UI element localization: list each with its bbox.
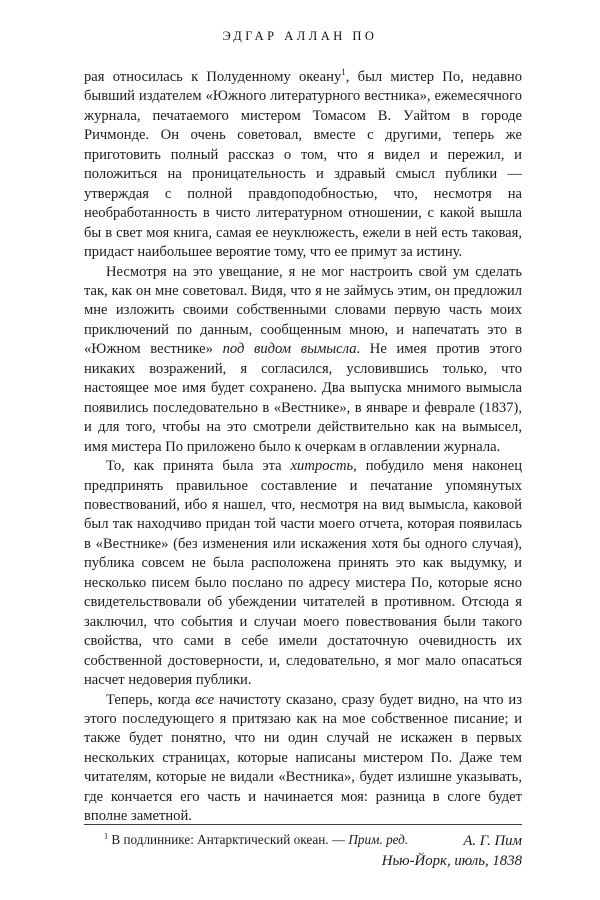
footnote-rule <box>84 824 522 825</box>
text-run: начистоту сказано, сразу будет видно, на что из этого последующего я притязаю как на мое собственное писание; и также будет понятно, что ни один случай не искажен в первых нескольких страницах, которые написаны мистером По. Даже тем читателям, которые не видали «Вестника», будет излишне указывать, где кончается его часть и начинается моя: разница в слоге будет вполне заметной. <box>84 691 523 825</box>
text-run: , побудило меня наконец предпринять правильное составление и печатание упомянутых повествований, ибо я нашел, что, несмотря на вид вымысла, каковой был так находчиво придан той части моего отчета, которая появилась в «Вестнике» (без изменения или искажения хотя бы одного случая), публика совсем не была расположена принять это как выдумку, и несколько писем было послано по адресу мистера По, которые ясно свидетельствовали об убеждении читателей в противном. Отсюда я заключил, что события и случаи моего повествования были такого свойства, что сами в себе имели достаточную очевидность их собственной достоверности, и, следовательно, я мог мало опасаться насчет недоверия публики. <box>84 458 523 689</box>
text-run: под видом вымысла <box>222 341 357 358</box>
text-run: , был мистер По, недавно бывший издателем «Южного литературного вестника», ежемесячного журнала, печатаемого мистером Томасом В. Уайтом в городе Ричмонде. Он очень советовал, вместе с другими, теперь же приготовить полный рассказ о том, что я видел и пережил, и положиться на проницательность и здравый смысл публики — утверждая с полной правдоподобностью, что, несмотря на необработанность в чисто литературном отношении, с какой вышла бы в свет моя книга, самая ее неуклюжесть, ежели в ней есть таковая, придаст наибольшее вероятие тому, что ее примут за истину. <box>84 69 522 261</box>
text-run: Теперь, когда <box>106 691 196 708</box>
signature-line: Нью-Йорк, июль, 1838 <box>381 852 522 869</box>
text-run: Несмотря на это увещание, я не мог настроить свой ум сделать так, как он мне советовал. Видя, что я не займусь этим, он предложил мне изложить своими собственными словами первую часть моих приключений по данным, сообщенным мною, и напечатать это в «Южном вестнике» <box>84 263 522 358</box>
text-run: все <box>195 691 215 708</box>
paragraph <box>84 68 522 263</box>
signature-line: А. Г. Пим <box>463 832 522 849</box>
body-text <box>84 68 522 871</box>
paragraph <box>84 263 522 458</box>
paragraph <box>84 691 522 827</box>
footnote <box>84 831 522 848</box>
text-run: хитрость <box>290 458 354 475</box>
footnote-marker: 1 <box>104 831 109 841</box>
text-run: Прим. ред. <box>348 832 409 847</box>
footnote-marker: 1 <box>341 67 346 78</box>
paragraph <box>84 457 522 690</box>
text-run: . Не имея против этого никаких возражений, я согласился, условившись только, что настоящее мое имя будет сохранено. Два выпуска мнимого вымысла появились последовательно в «Вестнике», в январе и феврале (1837), и для того, чтобы на это смотрели действительно как на вымысел, имя мистера По приложено было к очеркам в оглавлении журнала. <box>84 341 523 455</box>
running-head: ЭДГАР АЛЛАН ПО <box>222 29 378 43</box>
paragraphs-container <box>84 68 522 827</box>
text-run: рая относилась к Полуденному океану <box>84 69 342 85</box>
text-run: В подлиннике: Антарктический океан. — <box>108 832 349 847</box>
footnote-block <box>84 824 522 848</box>
text-run: То, как принята была эта <box>106 458 291 475</box>
